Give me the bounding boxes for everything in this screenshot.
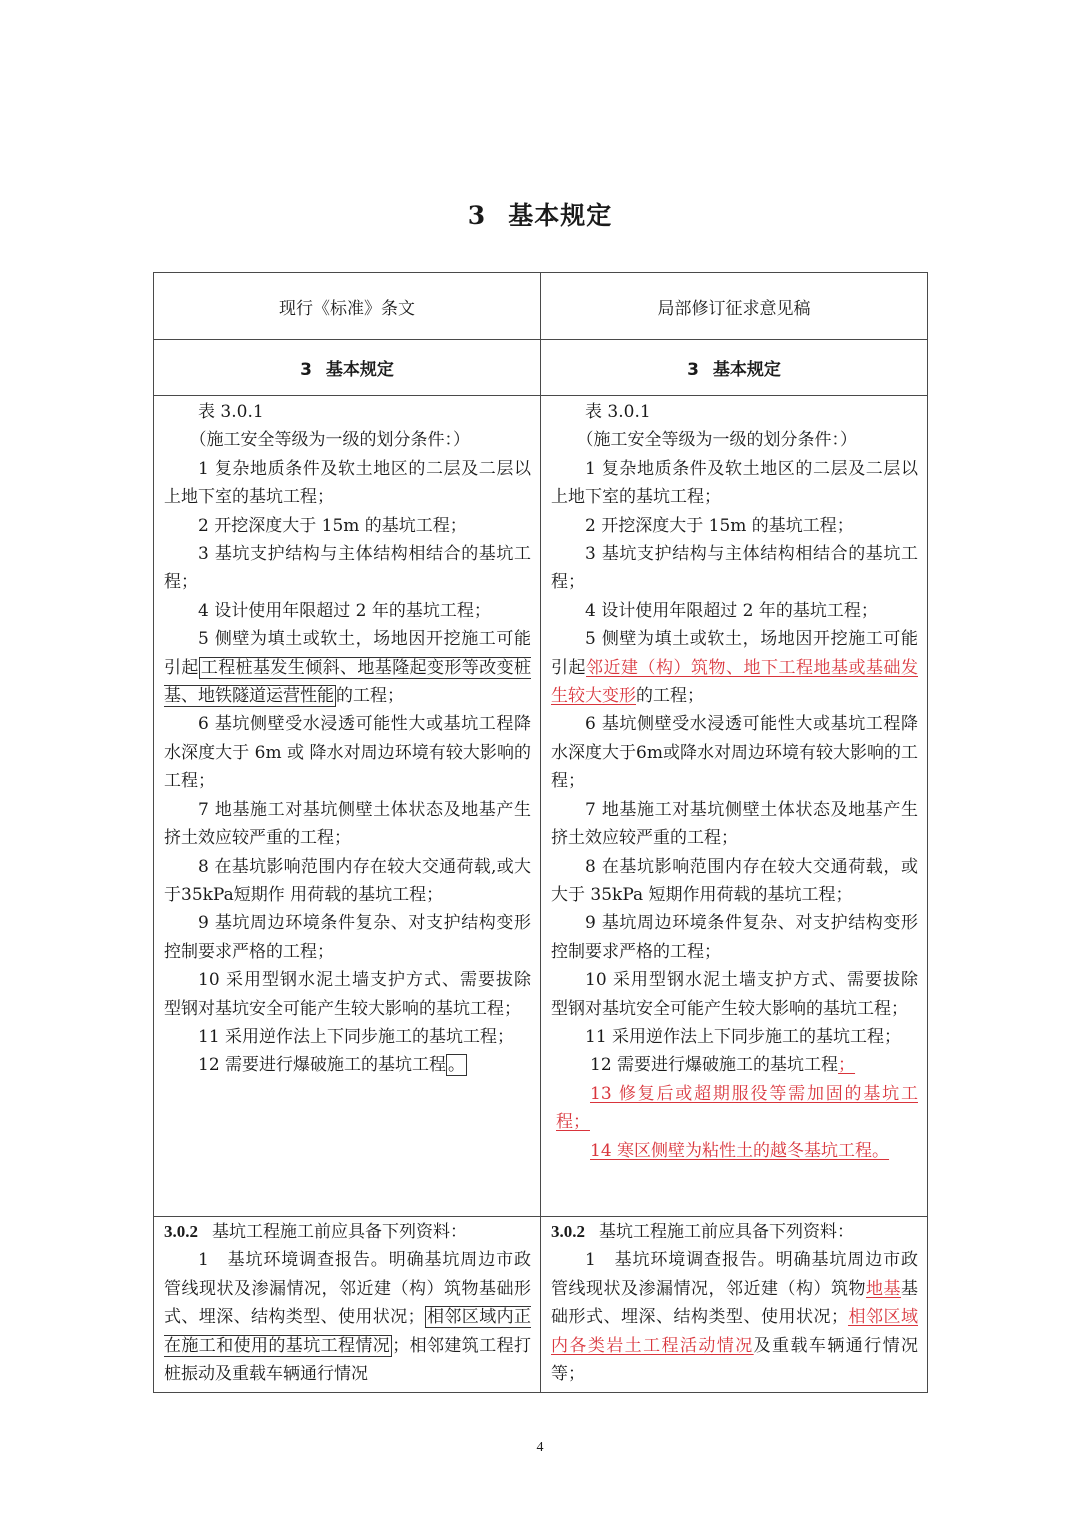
page-number: 4: [536, 1440, 544, 1455]
item-text: 的工程；: [636, 686, 704, 707]
list-item: 10 采用型钢水泥土墙支护方式、需要拔除型钢对基坑安全可能产生较大影响的基坑工程；: [164, 970, 531, 1019]
revised-insertion-text: 14 寒区侧壁为粘性土的越冬基坑工程。: [590, 1140, 890, 1161]
item-text: 及重载车辆通行情况等；: [551, 1335, 919, 1385]
list-item: 4 设计使用年限超过 2 年的基坑工程；: [585, 600, 878, 621]
list-item: 9 基坑周边环境条件复杂、对支护结构变形控制要求严格的工程；: [551, 913, 918, 962]
list-item: 7 地基施工对基坑侧壁土体状态及地基产生挤土效应较严重的工程；: [164, 799, 531, 849]
item-text: 12 需要进行爆破施工的基坑工程: [198, 1055, 447, 1076]
clause-title: 基坑工程施工前应具备下列资料：: [599, 1222, 854, 1242]
list-item: 1 复杂地质条件及软土地区的二层及二层以上地下室的基坑工程；: [164, 458, 531, 508]
page-title-number: 3: [467, 201, 487, 230]
clause-heading: [164, 1218, 531, 1246]
list-item: 8 在基坑影响范围内存在较大交通荷载,或大于35kPa短期作 用荷载的基坑工程；: [164, 856, 531, 905]
list-item: 11 采用逆作法上下同步施工的基坑工程；: [198, 1026, 515, 1047]
boxed-deletion-text: 相邻区域内正在施工和使用的基坑工程情况: [164, 1307, 532, 1356]
revised-insertion-text: 相邻区域内各类岩土工程活动情况: [551, 1307, 918, 1356]
list-item: [164, 625, 531, 710]
clause-intro: （施工安全等级为一级的划分条件：）: [576, 430, 857, 451]
page-title: [0, 196, 1080, 232]
clause-302-row: [154, 1217, 928, 1393]
list-item: 8 在基坑影响范围内存在较大交通荷载，或大于 35kPa 短期作用荷载的基坑工程；: [551, 856, 918, 905]
item-text: ；相邻建筑工程打桩振动及重载车辆通行情况: [164, 1335, 532, 1385]
item-text: 1 基坑环境调查报告。明确基坑周边市政管线现状及渗漏情况，邻近建（构）筑物: [551, 1250, 918, 1299]
list-item: 3 基坑支护结构与主体结构相结合的基坑工程；: [164, 544, 531, 593]
section-number: 3: [300, 360, 312, 380]
item-text: 12 需要进行爆破施工的基坑工程: [590, 1055, 839, 1076]
section-row: [154, 340, 928, 396]
revised-insertion-text: 邻近建（构）筑物、地下工程地基或基础发生较大变形: [551, 657, 918, 707]
list-item-new: [551, 1137, 918, 1165]
list-item-new: [551, 1080, 918, 1137]
boxed-deletion-text: 工程桩基发生倾斜、地基隆起变形等改变桩基、地铁隧道运营性能: [164, 657, 532, 707]
revised-insertion-text: 13 修复后或超期服役等需加固的基坑工程；: [556, 1083, 918, 1133]
comparison-table: [153, 272, 928, 1393]
clause-intro: （施工安全等级为一级的划分条件：）: [189, 430, 470, 451]
list-item: [551, 625, 918, 710]
item-text: 5 侧壁为填土或软土，场地因开挖施工可能引起: [551, 629, 918, 678]
header-revision-draft: 局部修订征求意见稿: [541, 273, 928, 340]
clause-title: 基坑工程施工前应具备下列资料：: [212, 1222, 467, 1242]
list-item: [164, 1051, 531, 1079]
item-text: 1 基坑环境调查报告。明确基坑周边市政管线现状及渗漏情况，邻近建（构）筑物基础形式、埋深、结构类型、使用状况；: [164, 1250, 531, 1328]
page-title-text: 基本规定: [508, 201, 613, 230]
clause-number: 3.0.2: [551, 1222, 585, 1241]
section-title: 基本规定: [325, 360, 394, 380]
list-item: 1 复杂地质条件及软土地区的二层及二层以上地下室的基坑工程；: [551, 458, 918, 508]
list-item: [551, 1051, 918, 1079]
list-item: 2 开挖深度大于 15m 的基坑工程；: [198, 515, 467, 536]
list-item: 10 采用型钢水泥土墙支护方式、需要拔除型钢对基坑安全可能产生较大影响的基坑工程；: [551, 970, 918, 1019]
list-item: [164, 1246, 531, 1388]
list-item: 3 基坑支护结构与主体结构相结合的基坑工程；: [551, 544, 918, 593]
list-item: 7 地基施工对基坑侧壁土体状态及地基产生挤土效应较严重的工程；: [551, 799, 918, 849]
list-item: 4 设计使用年限超过 2 年的基坑工程；: [198, 600, 491, 621]
table-header-row: [154, 273, 928, 340]
revised-insertion-text: 地基: [866, 1278, 901, 1299]
boxed-deletion-text: 。: [448, 1055, 466, 1076]
clause-301-current: [154, 396, 541, 1217]
clause-number: 3.0.2: [164, 1222, 198, 1241]
list-item: 6 基坑侧壁受水浸透可能性大或基坑工程降水深度大于6m或降水对周边环境有较大影响的工程；: [551, 714, 918, 792]
revised-insertion-text: ；: [838, 1055, 856, 1076]
list-item: 2 开挖深度大于 15m 的基坑工程；: [585, 515, 854, 536]
clause-heading: [551, 1218, 918, 1246]
clause-302-revised: [541, 1217, 928, 1393]
item-text: 基础形式、埋深、结构类型、使用状况；: [551, 1278, 918, 1328]
clause-302-current: [154, 1217, 541, 1393]
header-current-standard: 现行《标准》条文: [154, 273, 541, 340]
section-title: 基本规定: [712, 360, 781, 380]
section-heading-right: [541, 340, 928, 396]
list-item: [551, 1246, 918, 1388]
list-item: 6 基坑侧壁受水浸透可能性大或基坑工程降水深度大于 6m 或 降水对周边环境有较大影响的工程；: [164, 714, 531, 792]
clause-301-revised: [541, 396, 928, 1217]
clause-301-row: [154, 396, 928, 1217]
list-item: 11 采用逆作法上下同步施工的基坑工程；: [585, 1026, 902, 1047]
table-ref: 表 3.0.1: [585, 402, 651, 422]
list-item: 9 基坑周边环境条件复杂、对支护结构变形控制要求严格的工程；: [164, 913, 531, 962]
item-text: 的工程；: [336, 686, 404, 707]
section-number: 3: [687, 360, 699, 380]
section-heading-left: [154, 340, 541, 396]
table-ref: 表 3.0.1: [198, 402, 264, 422]
item-text: 5 侧壁为填土或软土，场地因开挖施工可能引起: [164, 629, 531, 678]
